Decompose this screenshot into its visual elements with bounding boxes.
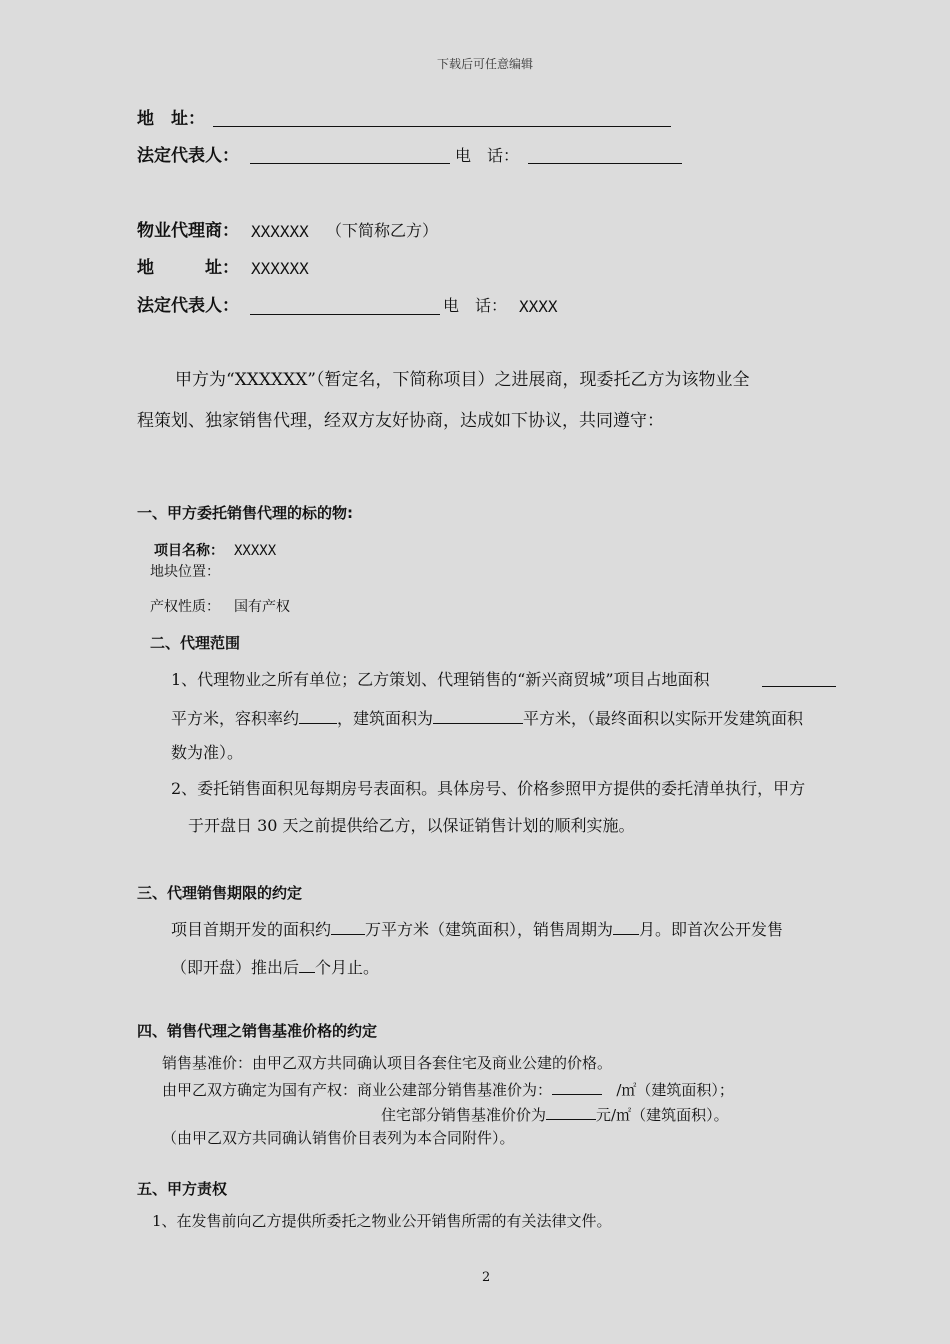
text-segment: （建筑面积）；	[636, 1081, 734, 1099]
property-value: 国有产权	[234, 599, 290, 615]
intro-line-1: 甲方为“XXXXXX”（暂定名，下简称项目）之进展商，现委托乙方为该物业全	[175, 370, 750, 390]
section-1-title: 一、甲方委托销售代理的标的物:	[137, 504, 354, 522]
section-4-line3	[381, 1106, 729, 1123]
party-a-phone-label: 电 话：	[455, 146, 520, 165]
section-2-p2-line1: 2、委托销售面积见每期房号表面积。具体房号、价格参照甲方提供的委托清单执行，甲方	[171, 779, 806, 798]
project-name-label: 项目名称：	[154, 543, 224, 559]
text-segment: 平方米，容积率约	[171, 709, 300, 728]
party-a-address-blank	[213, 126, 671, 127]
section-4-line4: （由甲乙双方共同确认销售价目表列为本合同附件）。	[162, 1129, 515, 1147]
text-segment: （即开盘）推出后	[171, 958, 300, 977]
intro-line-2: 程策划、独家销售代理，经双方友好协商，达成如下协议，共同遵守：	[137, 411, 664, 431]
section-2-p1-line2	[171, 709, 803, 727]
land-area-blank	[762, 686, 836, 687]
section-2-p2-line2: 于开盘日 30 天之前提供给乙方，以保证销售计划的顺利实施。	[188, 816, 635, 835]
party-b-agent-label: 物业代理商：	[137, 221, 239, 241]
section-2-title: 二、代理范围	[150, 634, 241, 652]
party-b-rep-blank	[250, 314, 440, 315]
text-segment: 平方米，（最终面积以实际开发建筑面积	[523, 709, 804, 728]
section-2-p1-line3: 数为准）。	[171, 743, 244, 762]
text-segment: ，建筑面积为	[337, 709, 434, 728]
text-segment: （建筑面积）。	[631, 1106, 729, 1124]
property-label: 产权性质：	[150, 599, 220, 615]
location-label: 地块位置：	[150, 564, 220, 580]
party-b-address-value: XXXXXX	[251, 259, 309, 278]
party-b-phone-value: XXXX	[519, 297, 558, 316]
section-5-line1: 1、在发售前向乙方提供所委托之物业公开销售所需的有关法律文件。	[152, 1212, 612, 1230]
party-b-rep-label: 法定代表人：	[137, 296, 239, 316]
party-b-phone-label: 电 话：	[443, 296, 508, 315]
text-segment: 由甲乙双方确定为国有产权：商业公建部分销售基准价为：	[162, 1081, 553, 1099]
section-2-p1-line1: 1、代理物业之所有单位；乙方策划、代理销售的“新兴商贸城”项目占地面积	[171, 670, 710, 689]
page-number: 2	[482, 1270, 491, 1285]
party-b-address-label: 地 址：	[137, 258, 239, 278]
text-segment: 个月止。	[315, 958, 380, 977]
section-4-line1: 销售基准价：由甲乙双方共同确认项目各套住宅及商业公建的价格。	[162, 1054, 613, 1072]
text-segment: 万平方米（建筑面积），销售周期为	[365, 920, 614, 939]
project-name-value: XXXXX	[234, 543, 277, 559]
party-a-phone-blank	[528, 163, 682, 164]
area-blank	[331, 920, 365, 935]
floor-area-blank	[433, 709, 523, 724]
commercial-price-blank	[552, 1081, 602, 1095]
section-5-title: 五、甲方责权	[137, 1180, 228, 1198]
section-3-title: 三、代理销售期限的约定	[137, 884, 303, 902]
party-b-agent-value: XXXXXX	[251, 222, 309, 241]
sales-cycle-blank	[613, 920, 639, 935]
section-3-line1	[171, 920, 783, 938]
residential-price-blank	[546, 1106, 596, 1120]
months-blank	[299, 958, 315, 973]
party-a-rep-label: 法定代表人：	[137, 146, 239, 166]
unit-text: /㎡	[616, 1081, 637, 1099]
section-3-line2	[171, 958, 379, 976]
header-note: 下载后可任意编辑	[437, 57, 534, 71]
text-segment: 住宅部分销售基准价价为	[381, 1106, 547, 1124]
unit-text: 元/㎡	[596, 1106, 632, 1124]
plot-ratio-blank	[299, 709, 337, 724]
party-a-rep-blank	[250, 163, 450, 164]
section-4-line2	[162, 1081, 734, 1098]
text-segment: 项目首期开发的面积约	[171, 920, 332, 939]
party-b-agent-note: （下简称乙方）	[326, 221, 439, 240]
text-segment: 月。即首次公开发售	[639, 920, 784, 939]
section-4-title: 四、销售代理之销售基准价格的约定	[137, 1022, 378, 1040]
party-a-address-label: 地 址：	[137, 109, 205, 129]
